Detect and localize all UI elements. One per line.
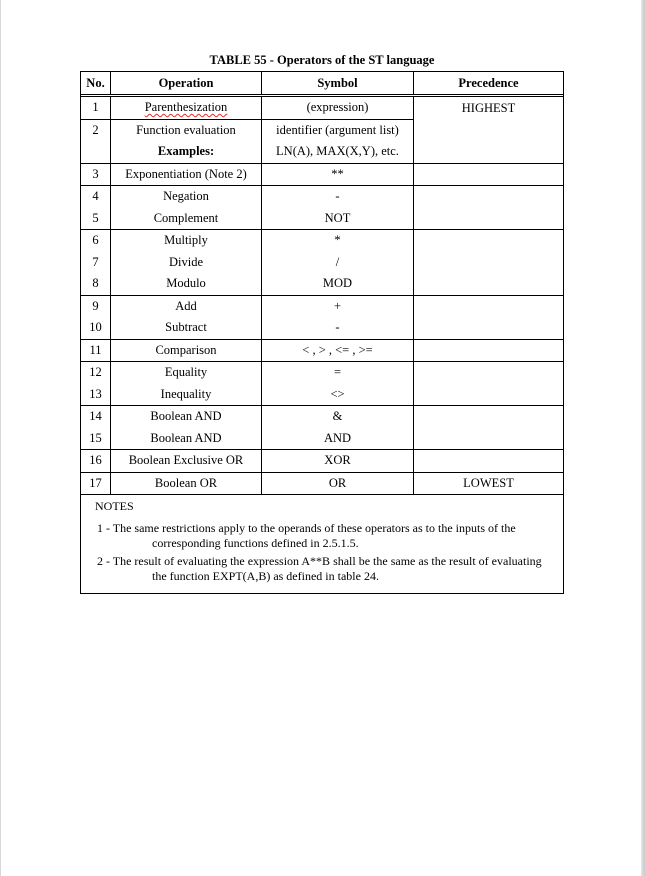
precedence-cell <box>414 406 563 449</box>
precedence-highest: HIGHEST <box>461 101 516 115</box>
precedence-cell <box>414 450 563 472</box>
row-symbol: XOR <box>324 453 351 467</box>
row-symbol: ** <box>331 166 344 181</box>
operation-col <box>111 97 262 119</box>
table-group-6-8 <box>81 230 563 296</box>
table-row <box>81 120 414 163</box>
row-operation: Modulo <box>166 276 206 290</box>
row-operation: Multiply <box>164 233 208 247</box>
row-symbol: identifier (argument list) <box>276 122 399 137</box>
row-symbol: - <box>335 320 340 334</box>
operators-table <box>80 71 564 594</box>
row-symbol: = <box>333 365 342 379</box>
table-group-12-13 <box>81 362 563 406</box>
symbol-col <box>262 120 414 163</box>
note-2: 2 - The result of evaluating the expression A**B shall be the same as the result of evaluating the function EXPT(A,B) as defined in table 24. <box>97 553 542 583</box>
no-col <box>81 340 111 362</box>
no-col <box>81 97 111 119</box>
table-row <box>81 340 563 363</box>
row-operation: Parenthesization <box>144 100 228 114</box>
symbol-col <box>262 473 414 495</box>
table-notes <box>81 495 563 593</box>
row-symbol: NOT <box>324 210 351 225</box>
symbol-col <box>262 164 414 186</box>
row-operation: Divide <box>168 254 204 269</box>
header-precedence: Precedence <box>458 75 519 90</box>
no-col <box>81 164 111 186</box>
precedence-cell <box>414 186 563 229</box>
operation-col <box>111 450 262 472</box>
row-symbol: & <box>332 409 343 423</box>
operation-col <box>111 230 262 295</box>
page-edge-left <box>0 0 1 876</box>
no-col <box>81 120 111 163</box>
rows-1-2-left <box>81 97 414 163</box>
header-symbol: Symbol <box>262 72 414 94</box>
row-symbol: OR <box>328 475 347 490</box>
symbol-col <box>262 97 414 119</box>
header-no: No. <box>81 72 111 94</box>
operation-col <box>111 296 262 339</box>
operation-col <box>111 406 262 449</box>
table-group-1-2 <box>81 97 563 164</box>
symbol-col <box>262 186 414 229</box>
operation-col <box>111 120 262 163</box>
operation-col <box>111 186 262 229</box>
row-operation: Function evaluation <box>136 122 236 137</box>
note-1: 1 - The same restrictions apply to the operands of these operators as to the inputs of the corresponding functions defined in 2.5.1.5. <box>97 520 516 550</box>
row-symbol: * <box>334 233 341 247</box>
no-col <box>81 186 111 229</box>
row-operation: Exponentiation (Note 2) <box>125 166 247 181</box>
row-operation: Boolean AND <box>150 430 222 445</box>
page-edge-right <box>641 0 645 876</box>
header-operation: Operation <box>111 72 262 94</box>
operation-col <box>111 164 262 186</box>
precedence-lowest: LOWEST <box>463 475 514 490</box>
row-operation: Boolean OR <box>154 475 218 490</box>
symbol-col <box>262 406 414 449</box>
row-examples-label: Examples: <box>157 144 215 158</box>
no-col <box>81 450 111 472</box>
row-operation: Subtract <box>165 320 207 334</box>
symbol-col <box>262 230 414 295</box>
operation-cell <box>111 97 261 119</box>
no-col <box>81 473 111 495</box>
symbol-col <box>262 450 414 472</box>
row-operation: Boolean AND <box>150 409 222 423</box>
row-no: 12 <box>89 365 102 379</box>
notes-title: NOTES <box>95 499 134 513</box>
table-header-row <box>81 72 563 97</box>
row-no: 16 <box>89 453 102 467</box>
precedence-cell <box>414 164 563 186</box>
empty-cell <box>81 141 110 163</box>
row-symbol: / <box>335 254 340 269</box>
table-row <box>81 473 563 496</box>
row-symbol: < , > , <= , >= <box>302 342 373 357</box>
row-no: 6 <box>92 233 99 247</box>
operation-col <box>111 473 262 495</box>
no-col <box>81 230 111 295</box>
row-no: 4 <box>92 189 99 203</box>
row-operation: Equality <box>164 365 208 379</box>
row-symbol: <> <box>330 386 345 401</box>
row-symbol: MOD <box>322 276 353 290</box>
table-caption: TABLE 55 - Operators of the ST language <box>209 53 435 67</box>
precedence-cell <box>414 340 563 362</box>
row-no: 1 <box>92 100 99 114</box>
row-symbol: + <box>333 298 342 313</box>
row-no: 3 <box>92 166 99 181</box>
no-col <box>81 406 111 449</box>
row-no: 15 <box>89 430 102 445</box>
row-operation: Negation <box>163 189 209 203</box>
operation-col <box>111 340 262 362</box>
row-no: 13 <box>89 386 102 401</box>
row-operation: Inequality <box>160 386 212 401</box>
row-no: 8 <box>92 276 99 290</box>
no-col <box>81 296 111 339</box>
row-operation: Comparison <box>155 342 217 357</box>
row-symbol: AND <box>323 430 352 445</box>
row-operation: Complement <box>153 210 219 225</box>
row-no: 2 <box>92 122 99 137</box>
precedence-cell <box>414 362 563 405</box>
operation-col <box>111 362 262 405</box>
row-no: 17 <box>89 475 102 490</box>
row-no: 10 <box>89 320 102 334</box>
table-group-9-10 <box>81 296 563 340</box>
row-operation: Boolean Exclusive OR <box>128 453 244 467</box>
table-group-4-5 <box>81 186 563 230</box>
precedence-col <box>414 473 563 495</box>
table-row <box>81 97 414 120</box>
row-no: 9 <box>92 298 99 313</box>
row-no: 11 <box>89 342 102 357</box>
row-operation: Add <box>175 298 197 313</box>
precedence-cell <box>414 230 563 295</box>
row-symbol: - <box>335 189 340 203</box>
symbol-col <box>262 340 414 362</box>
row-no: 5 <box>92 210 99 225</box>
row-symbol: (expression) <box>306 100 369 114</box>
symbol-col <box>262 296 414 339</box>
no-col <box>81 362 111 405</box>
row-no: 14 <box>89 409 102 423</box>
precedence-cell <box>414 296 563 339</box>
symbol-col <box>262 362 414 405</box>
row-no: 7 <box>92 254 99 269</box>
row-examples-symbol: LN(A), MAX(X,Y), etc. <box>276 144 399 158</box>
table-group-14-15 <box>81 406 563 450</box>
table-row <box>81 450 563 473</box>
table-row <box>81 164 563 187</box>
